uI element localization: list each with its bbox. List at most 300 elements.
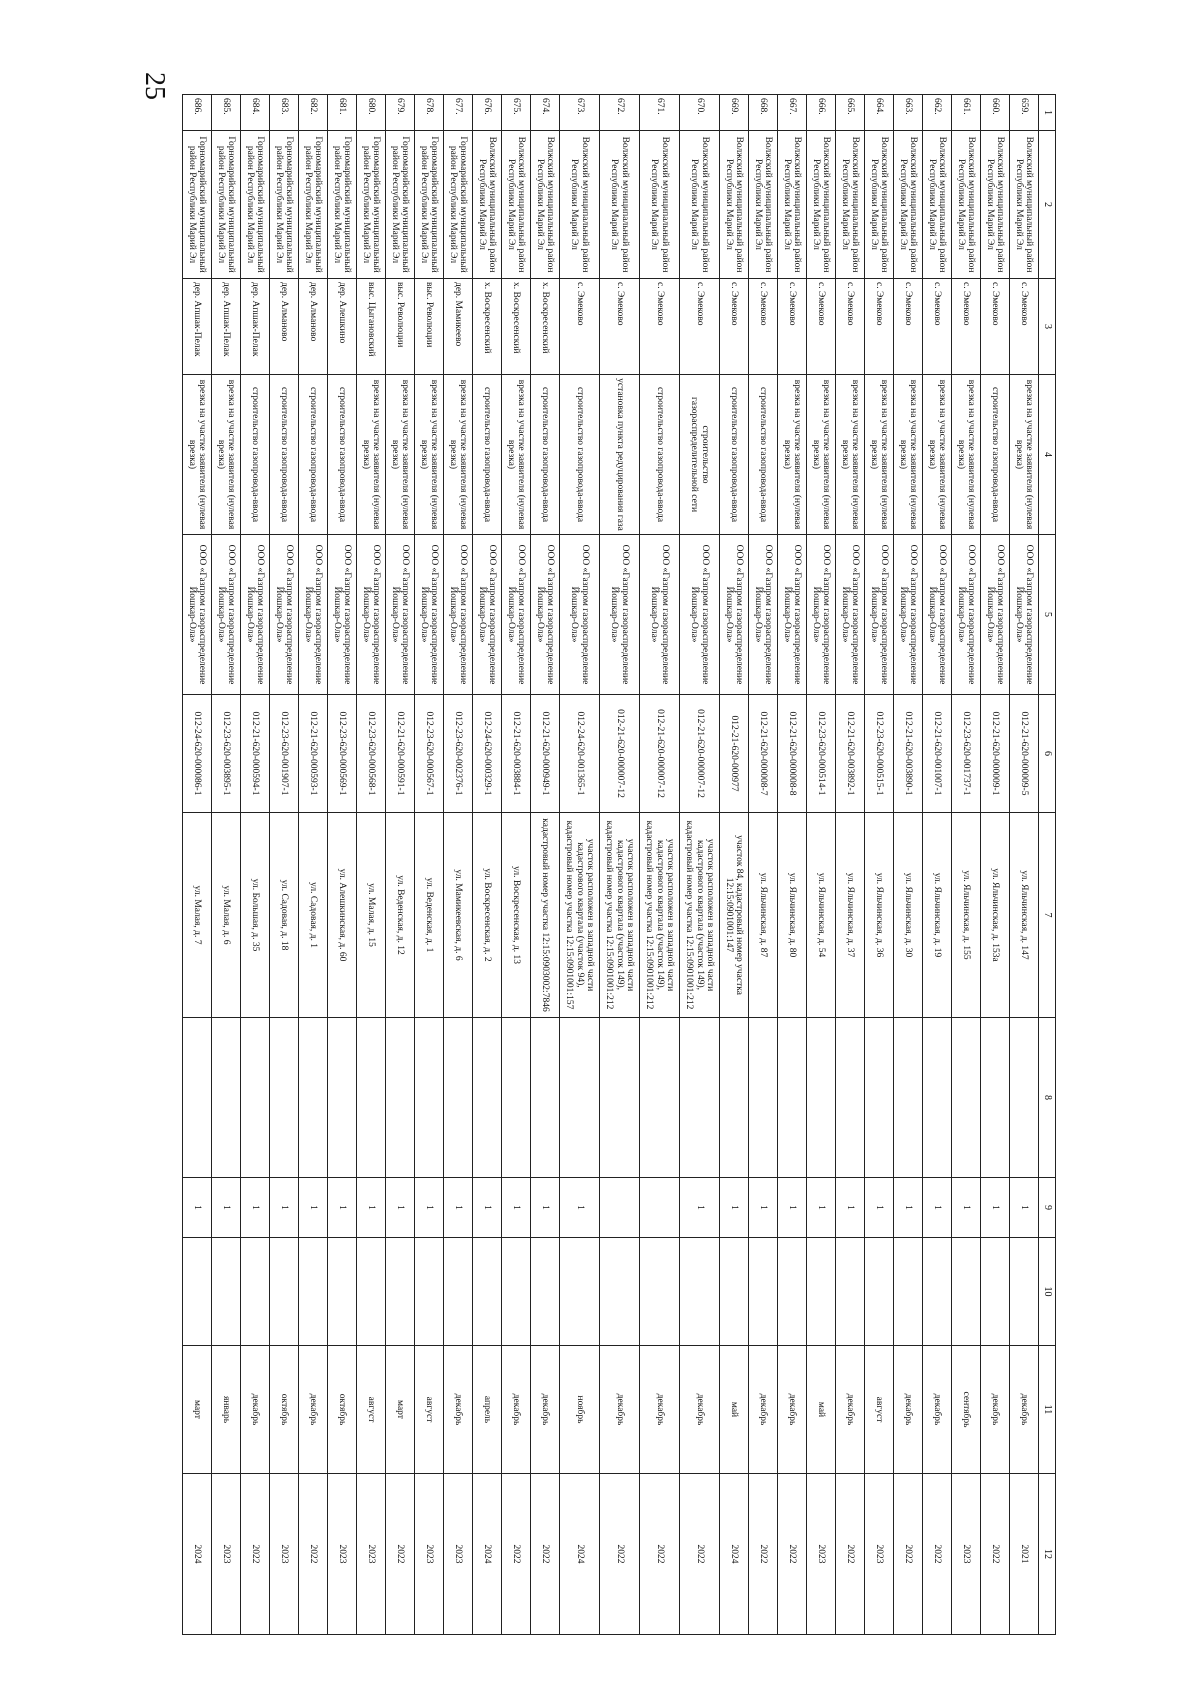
column-9-cell: 1 [749,1178,778,1238]
settlement-cell: дер. Апшак-Пелак [241,279,270,375]
column-8-cell [749,1018,778,1178]
row-number: 670. [680,95,720,131]
year-cell: 2023 [807,1474,836,1635]
table-row [894,95,923,1635]
row-number: 676. [473,95,502,131]
column-10-cell [473,1238,502,1346]
gas-connection-table [182,94,1056,1635]
district-cell: Горномарийский муниципальный район Республики Марий Эл [212,131,241,279]
column-8-cell [299,1018,328,1178]
table-row [807,95,836,1635]
work-type-cell: строительство газораспределительной сети [680,375,720,535]
row-number: 685. [212,95,241,131]
table-row [1010,95,1039,1635]
table-row [444,95,473,1635]
column-8-cell [241,1018,270,1178]
settlement-cell: дер. Алешкино [328,279,357,375]
column-8-cell [720,1018,749,1178]
table-row [836,95,865,1635]
address-cell: ул. Воскресенская, д. 13 [502,813,531,1018]
year-cell: 2022 [502,1474,531,1635]
application-code-cell: 012-23-620-001737-1 [952,695,981,813]
work-type-cell: врезка на участке заявителя (нулевая врезка) [212,375,241,535]
column-9-cell: 1 [299,1178,328,1238]
month-cell: ноябрь [560,1346,600,1474]
work-type-cell: строительство газопровода-ввода [749,375,778,535]
application-code-cell: 012-23-620-000515-1 [865,695,894,813]
column-8-cell [328,1018,357,1178]
settlement-cell: с. Эмеково [600,279,640,375]
month-cell: декабрь [600,1346,640,1474]
address-cell: ул. Яльчинская, д. 37 [836,813,865,1018]
address-cell: ул. Алешкинская, д. 60 [328,813,357,1018]
row-number: 665. [836,95,865,131]
address-cell: ул. Большая, д. 35 [241,813,270,1018]
column-9-cell: 1 [865,1178,894,1238]
month-cell: август [415,1346,444,1474]
work-type-cell: строительство газопровода-ввода [328,375,357,535]
column-number-12: 12 [1039,1474,1056,1635]
settlement-cell: дер. Апшак-Пелак [212,279,241,375]
address-cell: участок расположен в западной части кадастрового квартала (участок 149), кадастровый номер участка 12:15:0901001:212 [680,813,720,1018]
district-cell: Горномарийский муниципальный район Республики Марий Эл [299,131,328,279]
year-cell: 2022 [640,1474,680,1635]
district-cell: Волжский муниципальный район Республики Марий Эл [502,131,531,279]
column-number-6: 6 [1039,695,1056,813]
address-cell: ул. Воскресенская, д. 2 [473,813,502,1018]
organization-cell: ООО «Газпром газораспределение Йошкар-Ола» [749,535,778,695]
settlement-cell: с. Эмеково [952,279,981,375]
district-cell: Волжский муниципальный район Республики Марий Эл [749,131,778,279]
settlement-cell: дер. Алманово [270,279,299,375]
address-cell: ул. Малая, д. 7 [183,813,212,1018]
month-cell: декабрь [836,1346,865,1474]
application-code-cell: 012-21-620-003892-1 [836,695,865,813]
settlement-cell: х. Воскресенский [531,279,560,375]
column-9-cell: 1 [212,1178,241,1238]
year-cell: 2022 [749,1474,778,1635]
month-cell: декабрь [299,1346,328,1474]
column-10-cell [560,1238,600,1346]
year-cell: 2021 [1010,1474,1039,1635]
work-type-cell: врезка на участке заявителя (нулевая врезка) [923,375,952,535]
column-8-cell [531,1018,560,1178]
application-code-cell: 012-21-620-000008-8 [778,695,807,813]
column-9-cell: 1 [241,1178,270,1238]
column-9-cell [600,1178,640,1238]
organization-cell: ООО «Газпром газораспределение Йошкар-Ола» [560,535,600,695]
month-cell: декабрь [640,1346,680,1474]
month-cell: август [865,1346,894,1474]
district-cell: Горномарийский муниципальный район Республики Марий Эл [386,131,415,279]
year-cell: 2024 [473,1474,502,1635]
work-type-cell: врезка на участке заявителя (нулевая врезка) [386,375,415,535]
organization-cell: ООО «Газпром газораспределение Йошкар-Ола» [444,535,473,695]
page-number: 25 [139,72,170,100]
column-8-cell [357,1018,386,1178]
column-number-row [1039,95,1056,1635]
month-cell: декабрь [923,1346,952,1474]
application-code-cell: 012-23-620-000569-1 [328,695,357,813]
column-8-cell [600,1018,640,1178]
application-code-cell: 012-23-620-000568-1 [357,695,386,813]
column-8-cell [807,1018,836,1178]
column-10-cell [894,1238,923,1346]
work-type-cell: врезка на участке заявителя (нулевая врезка) [357,375,386,535]
district-cell: Горномарийский муниципальный район Республики Марий Эл [415,131,444,279]
address-cell: ул. Яльчинская, д. 87 [749,813,778,1018]
row-number: 668. [749,95,778,131]
month-cell: декабрь [778,1346,807,1474]
application-code-cell: 012-23-620-001907-1 [270,695,299,813]
work-type-cell: строительство газопровода-ввода [473,375,502,535]
address-cell: ул. Веденская, д. 12 [386,813,415,1018]
row-number: 669. [720,95,749,131]
address-cell: ул. Садовая, д. 1 [299,813,328,1018]
work-type-cell: врезка на участке заявителя (нулевая врезка) [415,375,444,535]
column-8-cell [865,1018,894,1178]
application-code-cell: 012-23-620-000514-1 [807,695,836,813]
column-8-cell [212,1018,241,1178]
table-row [923,95,952,1635]
work-type-cell: врезка на участке заявителя (нулевая врезка) [502,375,531,535]
table-row [502,95,531,1635]
table-row [328,95,357,1635]
application-code-cell: 012-21-620-000007-12 [600,695,640,813]
column-9-cell: 1 [836,1178,865,1238]
column-8-cell [386,1018,415,1178]
address-cell: ул. Яльчинская, д. 30 [894,813,923,1018]
year-cell: 2022 [241,1474,270,1635]
settlement-cell: дер. Мамикеево [444,279,473,375]
row-number: 660. [981,95,1010,131]
column-9-cell: 1 [894,1178,923,1238]
application-code-cell: 012-21-620-000977 [720,695,749,813]
year-cell: 2023 [415,1474,444,1635]
district-cell: Волжский муниципальный район Республики Марий Эл [836,131,865,279]
address-cell: ул. Яльчинская, д. 153а [981,813,1010,1018]
address-cell: кадастровый номер участка 12:15:0903002:7846 [531,813,560,1018]
year-cell: 2023 [952,1474,981,1635]
table-row [183,95,212,1635]
work-type-cell: врезка на участке заявителя (нулевая врезка) [183,375,212,535]
application-code-cell: 012-23-620-003895-1 [212,695,241,813]
district-cell: Волжский муниципальный район Республики Марий Эл [778,131,807,279]
district-cell: Волжский муниципальный район Республики Марий Эл [600,131,640,279]
column-9-cell: 1 [807,1178,836,1238]
address-cell: участок расположен в западной части кадастрового квартала (участок 94), кадастровый номер участка 12:15:0901001:157 [560,813,600,1018]
address-cell: участок 84, кадастровый номер участка 12:15:0901001:147 [720,813,749,1018]
column-9-cell: 1 [183,1178,212,1238]
column-10-cell [386,1238,415,1346]
row-number: 667. [778,95,807,131]
year-cell: 2024 [720,1474,749,1635]
year-cell: 2022 [299,1474,328,1635]
column-8-cell [1010,1018,1039,1178]
settlement-cell: х. Воскресенский [502,279,531,375]
settlement-cell: дер. Апшак-Пелак [183,279,212,375]
settlement-cell: с. Эмеково [807,279,836,375]
work-type-cell: врезка на участке заявителя (нулевая врезка) [807,375,836,535]
row-number: 679. [386,95,415,131]
work-type-cell: строительство газопровода-ввода [981,375,1010,535]
application-code-cell: 012-23-620-000567-1 [415,695,444,813]
organization-cell: ООО «Газпром газораспределение Йошкар-Ола» [386,535,415,695]
table-row [357,95,386,1635]
organization-cell: ООО «Газпром газораспределение Йошкар-Ола» [680,535,720,695]
year-cell: 2022 [778,1474,807,1635]
organization-cell: ООО «Газпром газораспределение Йошкар-Ола» [778,535,807,695]
settlement-cell: с. Эмеково [865,279,894,375]
address-cell: ул. Яльчинская, д. 80 [778,813,807,1018]
row-number: 677. [444,95,473,131]
column-10-cell [778,1238,807,1346]
application-code-cell: 012-21-620-000591-1 [386,695,415,813]
district-cell: Волжский муниципальный район Республики Марий Эл [952,131,981,279]
table-row [531,95,560,1635]
settlement-cell: с. Эмеково [1010,279,1039,375]
application-code-cell: 012-21-620-000949-1 [531,695,560,813]
organization-cell: ООО «Газпром газораспределение Йошкар-Ола» [357,535,386,695]
month-cell: декабрь [241,1346,270,1474]
row-number: 683. [270,95,299,131]
table-row [473,95,502,1635]
year-cell: 2022 [981,1474,1010,1635]
month-cell: октябрь [270,1346,299,1474]
month-cell: декабрь [444,1346,473,1474]
work-type-cell: установка пункта редуцирования газа [600,375,640,535]
settlement-cell: с. Эмеково [560,279,600,375]
column-10-cell [270,1238,299,1346]
year-cell: 2022 [600,1474,640,1635]
row-number: 661. [952,95,981,131]
column-number-8: 8 [1039,1018,1056,1178]
column-8-cell [894,1018,923,1178]
table-body [183,95,1039,1635]
settlement-cell: с. Эмеково [981,279,1010,375]
application-code-cell: 012-23-620-002376-1 [444,695,473,813]
district-cell: Горномарийский муниципальный район Республики Марий Эл [357,131,386,279]
table-row [640,95,680,1635]
column-10-cell [640,1238,680,1346]
organization-cell: ООО «Газпром газораспределение Йошкар-Ола» [720,535,749,695]
column-number-1: 1 [1039,95,1056,131]
settlement-cell: х. Воскресенский [473,279,502,375]
column-10-cell [212,1238,241,1346]
column-9-cell: 1 [560,1178,600,1238]
organization-cell: ООО «Газпром газораспределение Йошкар-Ола» [600,535,640,695]
settlement-cell: с. Эмеково [640,279,680,375]
address-cell: ул. Яльчинская, д. 147 [1010,813,1039,1018]
month-cell: май [720,1346,749,1474]
organization-cell: ООО «Газпром газораспределение Йошкар-Ола» [183,535,212,695]
row-number: 675. [502,95,531,131]
column-8-cell [415,1018,444,1178]
table-row [778,95,807,1635]
table-row [386,95,415,1635]
settlement-cell: с. Эмеково [923,279,952,375]
row-number: 659. [1010,95,1039,131]
organization-cell: ООО «Газпром газораспределение Йошкар-Ола» [865,535,894,695]
column-9-cell: 1 [270,1178,299,1238]
year-cell: 2022 [531,1474,560,1635]
column-8-cell [640,1018,680,1178]
month-cell: декабрь [680,1346,720,1474]
column-9-cell: 1 [357,1178,386,1238]
organization-cell: ООО «Газпром газораспределение Йошкар-Ола» [807,535,836,695]
column-9-cell: 1 [720,1178,749,1238]
year-cell: 2024 [560,1474,600,1635]
settlement-cell: выс. Революции [386,279,415,375]
organization-cell: ООО «Газпром газораспределение Йошкар-Ола» [894,535,923,695]
column-10-cell [720,1238,749,1346]
column-10-cell [1010,1238,1039,1346]
organization-cell: ООО «Газпром газораспределение Йошкар-Ола» [241,535,270,695]
table-row [270,95,299,1635]
column-8-cell [923,1018,952,1178]
row-number: 666. [807,95,836,131]
work-type-cell: врезка на участке заявителя (нулевая врезка) [444,375,473,535]
row-number: 681. [328,95,357,131]
settlement-cell: с. Эмеково [894,279,923,375]
settlement-cell: выс. Революции [415,279,444,375]
application-code-cell: 012-24-620-001365-1 [560,695,600,813]
table-row [212,95,241,1635]
settlement-cell: с. Эмеково [680,279,720,375]
table-row [560,95,600,1635]
work-type-cell: врезка на участке заявителя (нулевая врезка) [952,375,981,535]
column-10-cell [836,1238,865,1346]
year-cell: 2023 [212,1474,241,1635]
column-number-2: 2 [1039,131,1056,279]
work-type-cell: строительство газопровода-ввода [531,375,560,535]
column-10-cell [952,1238,981,1346]
column-number-9: 9 [1039,1178,1056,1238]
settlement-cell: с. Эмеково [720,279,749,375]
work-type-cell: строительство газопровода-ввода [720,375,749,535]
column-8-cell [444,1018,473,1178]
column-10-cell [328,1238,357,1346]
work-type-cell: строительство газопровода-ввода [241,375,270,535]
year-cell: 2023 [357,1474,386,1635]
column-10-cell [502,1238,531,1346]
row-number: 678. [415,95,444,131]
settlement-cell: с. Эмеково [778,279,807,375]
table-row [415,95,444,1635]
district-cell: Волжский муниципальный район Республики Марий Эл [981,131,1010,279]
column-9-cell: 1 [415,1178,444,1238]
column-8-cell [560,1018,600,1178]
column-9-cell: 1 [1010,1178,1039,1238]
settlement-cell: с. Эмеково [836,279,865,375]
year-cell: 2022 [386,1474,415,1635]
year-cell: 2022 [894,1474,923,1635]
column-10-cell [981,1238,1010,1346]
address-cell: ул. Яльчинская, д. 36 [865,813,894,1018]
address-cell: участок расположен в западной части кадастрового квартала (участок 149), кадастровый номер участка 12:15:0901001:212 [600,813,640,1018]
work-type-cell: врезка на участке заявителя (нулевая врезка) [836,375,865,535]
application-code-cell: 012-21-620-000009-5 [1010,695,1039,813]
column-number-7: 7 [1039,813,1056,1018]
district-cell: Горномарийский муниципальный район Республики Марий Эл [241,131,270,279]
column-8-cell [473,1018,502,1178]
column-10-cell [749,1238,778,1346]
district-cell: Горномарийский муниципальный район Республики Марий Эл [444,131,473,279]
organization-cell: ООО «Газпром газораспределение Йошкар-Ола» [836,535,865,695]
month-cell: апрель [473,1346,502,1474]
work-type-cell: строительство газопровода-ввода [299,375,328,535]
column-9-cell: 1 [952,1178,981,1238]
month-cell: декабрь [1010,1346,1039,1474]
column-10-cell [531,1238,560,1346]
organization-cell: ООО «Газпром газораспределение Йошкар-Ола» [952,535,981,695]
row-number: 671. [640,95,680,131]
column-10-cell [415,1238,444,1346]
year-cell: 2023 [444,1474,473,1635]
application-code-cell: 012-21-620-003890-1 [894,695,923,813]
month-cell: декабрь [749,1346,778,1474]
organization-cell: ООО «Газпром газораспределение Йошкар-Ола» [270,535,299,695]
row-number: 686. [183,95,212,131]
work-type-cell: строительство газопровода-ввода [640,375,680,535]
month-cell: март [386,1346,415,1474]
month-cell: январь [212,1346,241,1474]
settlement-cell: выс. Цыгановский [357,279,386,375]
district-cell: Волжский муниципальный район Республики Марий Эл [473,131,502,279]
year-cell: 2023 [865,1474,894,1635]
column-10-cell [241,1238,270,1346]
month-cell: сентябрь [952,1346,981,1474]
column-10-cell [865,1238,894,1346]
application-code-cell: 012-21-620-000009-1 [981,695,1010,813]
year-cell: 2022 [923,1474,952,1635]
table-row [299,95,328,1635]
column-number-10: 10 [1039,1238,1056,1346]
district-cell: Волжский муниципальный район Республики Марий Эл [720,131,749,279]
district-cell: Горномарийский муниципальный район Республики Марий Эл [328,131,357,279]
district-cell: Волжский муниципальный район Республики Марий Эл [560,131,600,279]
table-row [749,95,778,1635]
table-row [981,95,1010,1635]
row-number: 673. [560,95,600,131]
settlement-cell: с. Эмеково [749,279,778,375]
application-code-cell: 012-21-620-001007-1 [923,695,952,813]
application-code-cell: 012-24-620-000329-1 [473,695,502,813]
table-row [720,95,749,1635]
column-8-cell [778,1018,807,1178]
district-cell: Горномарийский муниципальный район Республики Марий Эл [270,131,299,279]
year-cell: 2022 [836,1474,865,1635]
address-cell: ул. Малая, д. 6 [212,813,241,1018]
column-8-cell [680,1018,720,1178]
organization-cell: ООО «Газпром газораспределение Йошкар-Ола» [502,535,531,695]
row-number: 663. [894,95,923,131]
application-code-cell: 012-21-620-000008-7 [749,695,778,813]
settlement-cell: дер. Алманово [299,279,328,375]
column-10-cell [680,1238,720,1346]
year-cell: 2023 [328,1474,357,1635]
application-code-cell: 012-21-620-003884-1 [502,695,531,813]
month-cell: декабрь [531,1346,560,1474]
rotated-table-area [187,94,1056,1634]
column-10-cell [807,1238,836,1346]
column-8-cell [183,1018,212,1178]
address-cell: ул. Садовая, д. 18 [270,813,299,1018]
district-cell: Волжский муниципальный район Республики Марий Эл [923,131,952,279]
column-8-cell [270,1018,299,1178]
month-cell: март [183,1346,212,1474]
table-row [865,95,894,1635]
